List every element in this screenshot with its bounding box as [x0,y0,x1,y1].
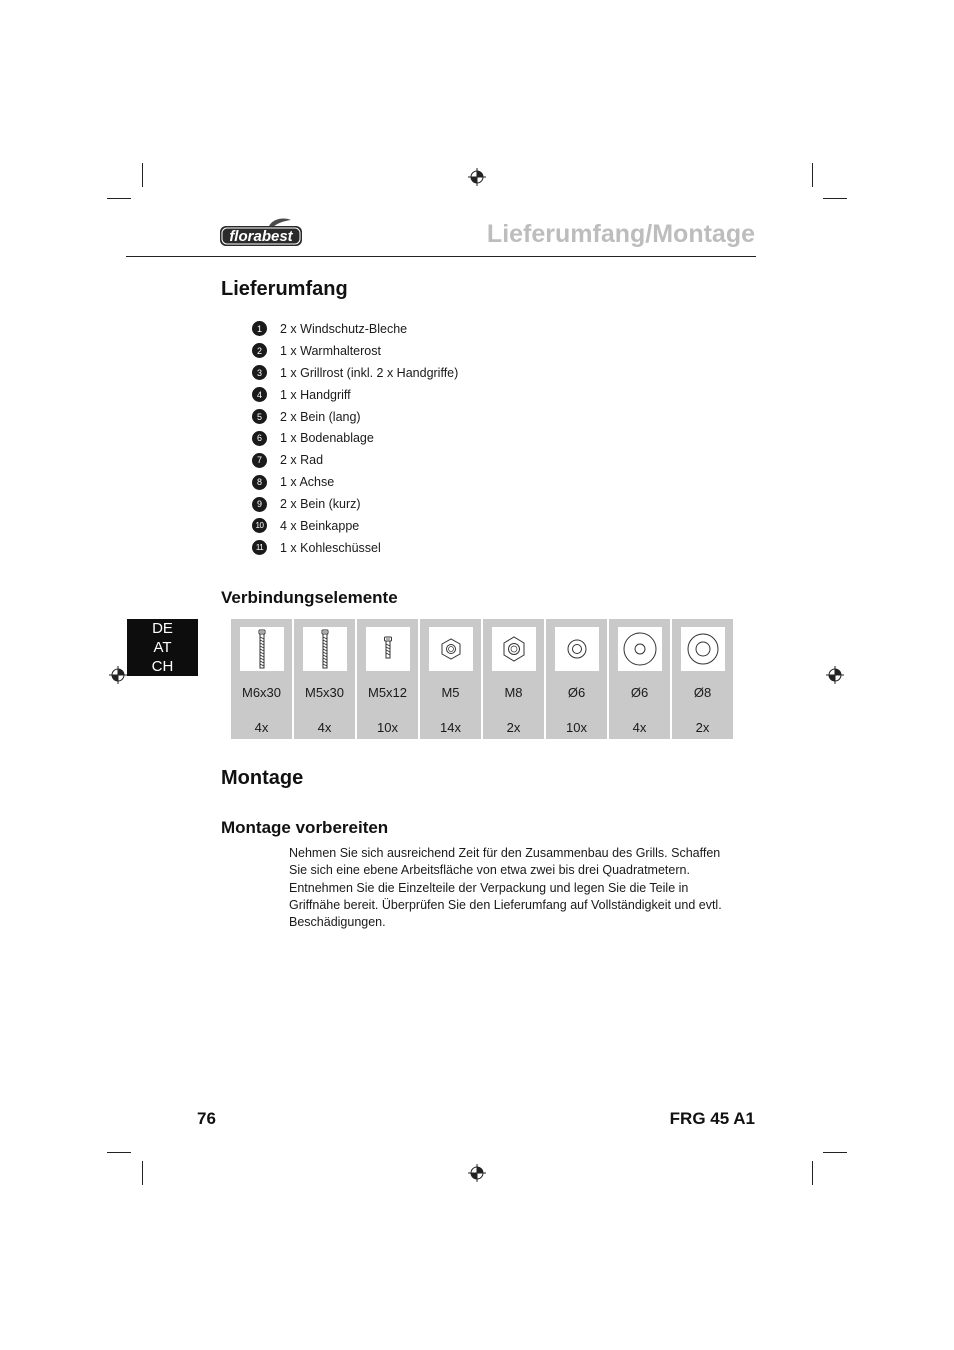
crop-mark [107,198,131,199]
list-item [252,318,458,340]
item-number-badge: 5 [252,409,267,424]
crop-mark [142,163,143,187]
item-number-badge: 4 [252,387,267,402]
crop-mark [823,198,847,199]
language-code: DE [152,620,173,637]
item-text: 1 x Achse [280,475,335,490]
language-tab [127,619,198,676]
fastener-quantity: 10x [377,720,398,735]
header-divider [126,256,756,257]
item-number-badge: 11 [252,540,267,555]
fastener-label: M5x30 [304,685,345,700]
fastener-cell [357,619,420,739]
list-item [252,362,458,384]
list-item [252,340,458,362]
fastener-cell [609,619,672,739]
fastener-label: M8 [504,685,523,700]
registration-mark-icon [468,1164,486,1182]
item-text: 2 x Rad [280,453,324,468]
item-number-badge: 8 [252,475,267,490]
fastener-label: Ø6 [567,685,586,700]
fastener-quantity: 14x [440,720,461,735]
fastener-quantity: 4x [254,720,269,735]
fastener-cell [231,619,294,739]
list-item [252,449,458,471]
florabest-logo [219,218,303,248]
section-heading-verbindungselemente: Verbindungselemente [221,588,398,607]
registration-mark-icon [468,168,486,186]
fastener-label: Ø6 [630,685,649,700]
item-text: 1 x Kohleschüssel [280,540,381,555]
large-washer-icon [618,627,662,671]
item-number-badge: 6 [252,431,267,446]
section-heading-lieferumfang: Lieferumfang [221,278,348,300]
item-text: 4 x Beinkappe [280,518,360,533]
short-screw-icon [366,627,410,671]
fastener-quantity: 4x [632,720,647,735]
fastener-cell [672,619,733,739]
long-screw-icon [240,627,284,671]
item-number-badge: 7 [252,453,267,468]
crop-mark [812,163,813,187]
registration-mark-icon [826,666,844,684]
item-number-badge: 9 [252,497,267,512]
hex-nut-icon [429,627,473,671]
list-item [252,427,458,449]
item-number-badge: 2 [252,343,267,358]
item-number-badge: 1 [252,321,267,336]
fastener-label: M5 [441,685,460,700]
fastener-cell [420,619,483,739]
item-number-badge: 3 [252,365,267,380]
item-number-badge: 10 [252,518,267,533]
hex-nut-icon [492,627,536,671]
instruction-paragraph: Nehmen Sie sich ausreichend Zeit für den Zusammenbau des Grills. Schaffen Sie sich eine ebene Arbeitsfläche von etwa zwei bis drei Quadratmetern. Entnehmen Sie die Einzelteile der Verpackung und legen Sie die Teile in Griffnähe bereit. Überprüfen Sie den Lieferumfang auf Vollständigkeit und evtl. Beschädigungen. [289,846,722,930]
svg-text:florabest: florabest [229,228,293,245]
fastener-quantity: 2x [506,720,521,735]
language-code: AT [153,639,172,656]
item-text: 2 x Bein (lang) [280,409,361,424]
item-text: 1 x Bodenablage [280,431,374,446]
crop-mark [823,1152,847,1153]
fastener-label: M6x30 [241,685,282,700]
item-text: 2 x Windschutz-Bleche [280,321,408,336]
washer-icon [681,627,725,671]
fastener-quantity: 10x [566,720,587,735]
fastener-cell [294,619,357,739]
page-title: Lieferumfang/Montage [486,220,755,248]
list-item [252,537,458,559]
crop-mark [812,1161,813,1185]
fastener-quantity: 4x [317,720,332,735]
fastener-cell [483,619,546,739]
fastener-cell [546,619,609,739]
list-item [252,406,458,428]
list-item [252,493,458,515]
item-text: 1 x Handgriff [280,387,351,402]
long-screw-icon [303,627,347,671]
subsection-heading-montage-vorbereiten: Montage vorbereiten [221,818,389,837]
registration-mark-icon [109,666,127,684]
model-number: FRG 45 A1 [669,1109,755,1128]
fastener-quantity: 2x [695,720,710,735]
fastener-label: M5x12 [367,685,408,700]
list-item [252,471,458,493]
fastener-label: Ø8 [693,685,712,700]
item-text: 1 x Warmhalterost [280,343,381,358]
page-number: 76 [197,1109,216,1128]
list-item [252,515,458,537]
section-heading-montage: Montage [221,767,304,789]
small-washer-icon [555,627,599,671]
item-text: 2 x Bein (kurz) [280,497,361,512]
fastener-table [231,619,733,739]
parts-list [252,318,458,559]
language-code: CH [151,658,174,675]
crop-mark [142,1161,143,1185]
crop-mark [107,1152,131,1153]
list-item [252,384,458,406]
item-text: 1 x Grillrost (inkl. 2 x Handgriffe) [280,365,459,380]
